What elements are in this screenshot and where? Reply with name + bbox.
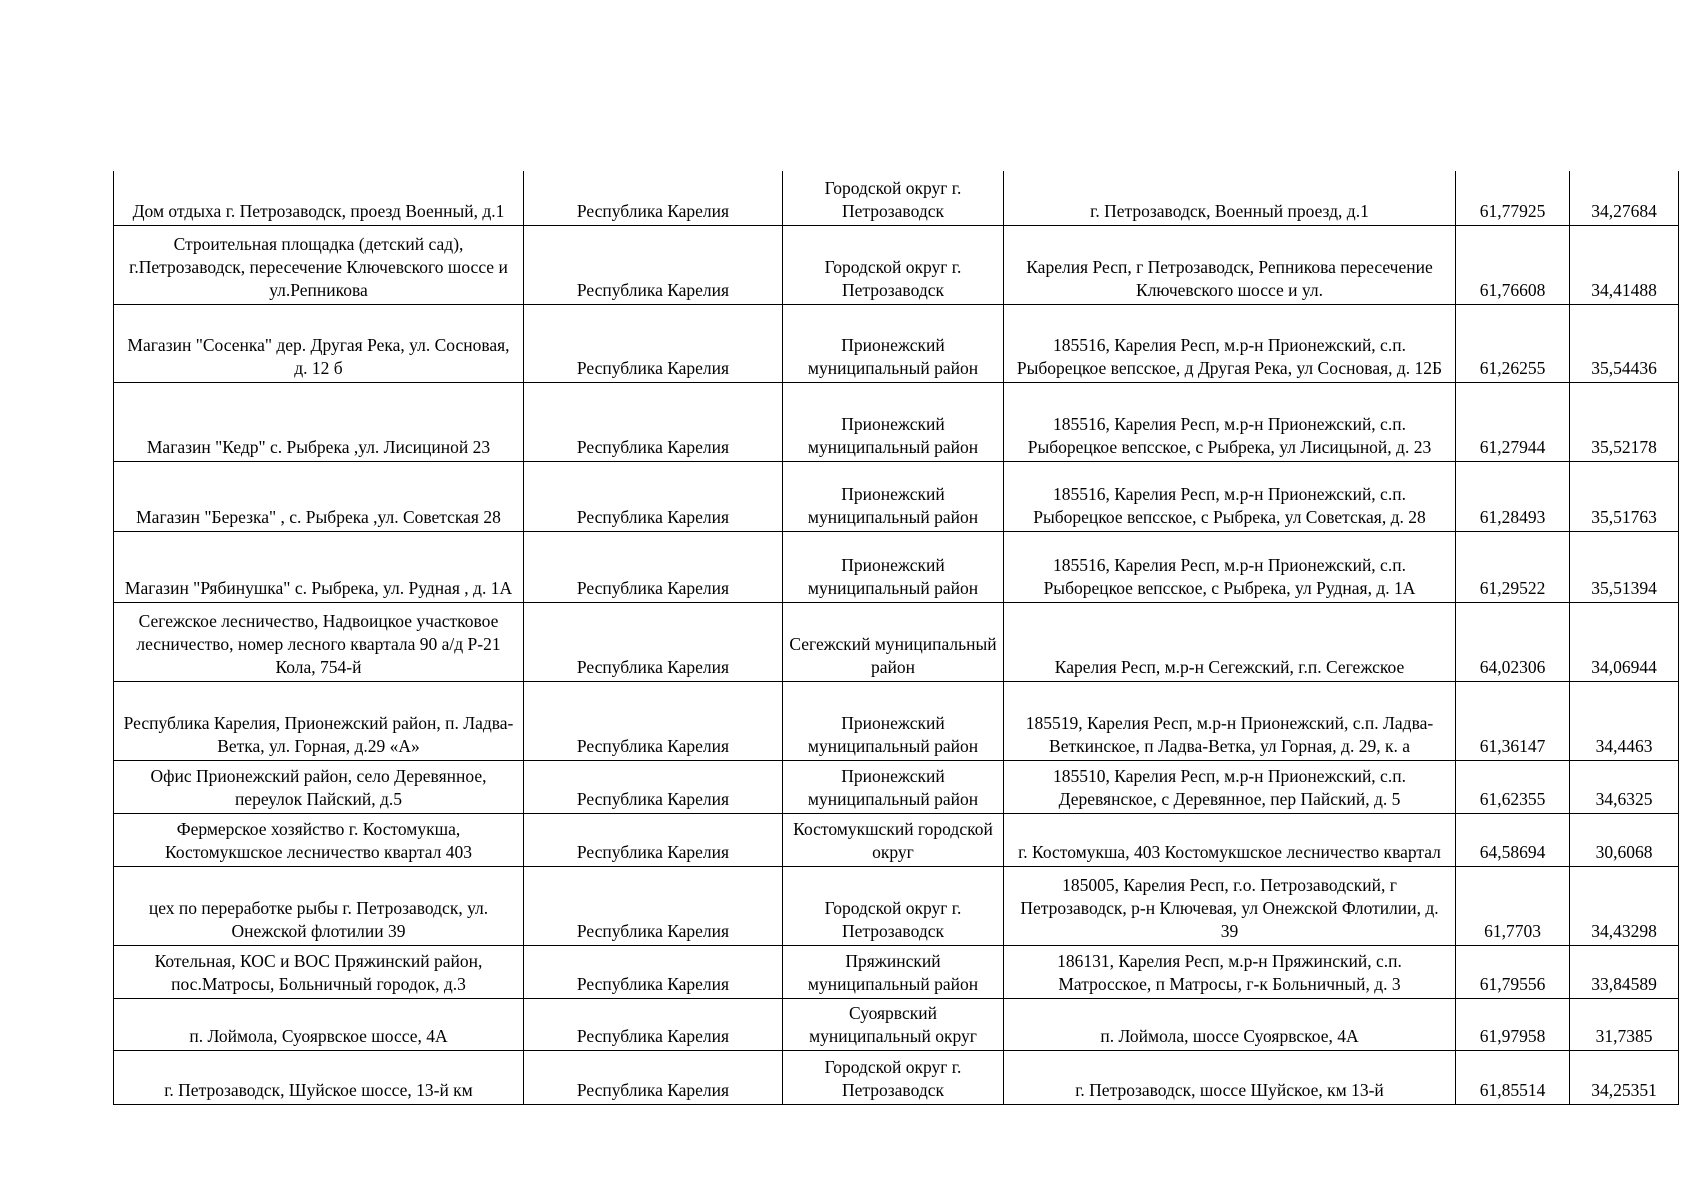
object-name-cell: Сегежское лесничество, Надвоицкое участковое лесничество, номер лесного квартала 90 а/д Р-21 Кола, 754-й — [114, 602, 524, 681]
latitude-cell: 61,26255 — [1456, 304, 1570, 382]
municipality-cell: Пряжинский муниципальный район — [783, 945, 1004, 998]
object-name-cell: Фермерское хозяйство г. Костомукша, Костомукшское лесничество квартал 403 — [114, 813, 524, 866]
region-cell: Республика Карелия — [524, 866, 783, 945]
address-cell: п. Лоймола, шоссе Суоярвское, 4А — [1004, 998, 1456, 1050]
region-cell: Республика Карелия — [524, 171, 783, 225]
municipality-cell: Городской округ г. Петрозаводск — [783, 171, 1004, 225]
latitude-cell: 61,79556 — [1456, 945, 1570, 998]
longitude-cell: 34,6325 — [1570, 760, 1679, 813]
region-cell: Республика Карелия — [524, 998, 783, 1050]
longitude-cell: 30,6068 — [1570, 813, 1679, 866]
latitude-cell: 61,27944 — [1456, 382, 1570, 461]
region-cell: Республика Карелия — [524, 813, 783, 866]
table-row — [114, 461, 1679, 531]
address-cell: 185510, Карелия Респ, м.р-н Прионежский, с.п. Деревянское, с Деревянное, пер Пайский, д. 5 — [1004, 760, 1456, 813]
municipality-cell: Городской округ г. Петрозаводск — [783, 866, 1004, 945]
longitude-cell: 34,27684 — [1570, 171, 1679, 225]
object-name-cell: п. Лоймола, Суоярвское шоссе, 4А — [114, 998, 524, 1050]
longitude-cell: 34,41488 — [1570, 225, 1679, 304]
municipality-cell: Прионежский муниципальный район — [783, 760, 1004, 813]
latitude-cell: 61,76608 — [1456, 225, 1570, 304]
longitude-cell: 35,54436 — [1570, 304, 1679, 382]
table-row — [114, 531, 1679, 602]
longitude-cell: 35,52178 — [1570, 382, 1679, 461]
latitude-cell: 64,58694 — [1456, 813, 1570, 866]
address-cell: 185516, Карелия Респ, м.р-н Прионежский, с.п. Рыборецкое вепсское, с Рыбрека, ул Рудная, д. 1А — [1004, 531, 1456, 602]
longitude-cell: 35,51763 — [1570, 461, 1679, 531]
municipality-cell: Прионежский муниципальный район — [783, 304, 1004, 382]
municipality-cell: Прионежский муниципальный район — [783, 681, 1004, 760]
longitude-cell: 34,4463 — [1570, 681, 1679, 760]
region-cell: Республика Карелия — [524, 602, 783, 681]
municipality-cell: Суоярвский муниципальный округ — [783, 998, 1004, 1050]
longitude-cell: 34,25351 — [1570, 1050, 1679, 1104]
latitude-cell: 61,28493 — [1456, 461, 1570, 531]
object-name-cell: Магазин "Кедр" с. Рыбрека ,ул. Лисициной 23 — [114, 382, 524, 461]
table-row — [114, 866, 1679, 945]
longitude-cell: 34,06944 — [1570, 602, 1679, 681]
address-cell: 185516, Карелия Респ, м.р-н Прионежский, с.п. Рыборецкое вепсское, с Рыбрека, ул Лисицыной, д. 23 — [1004, 382, 1456, 461]
object-name-cell: Котельная, КОС и ВОС Пряжинский район, пос.Матросы, Больничный городок, д.3 — [114, 945, 524, 998]
region-cell: Республика Карелия — [524, 382, 783, 461]
address-cell: 185516, Карелия Респ, м.р-н Прионежский, с.п. Рыборецкое вепсское, д Другая Река, ул Сосновая, д. 12Б — [1004, 304, 1456, 382]
municipality-cell: Городской округ г. Петрозаводск — [783, 225, 1004, 304]
region-cell: Республика Карелия — [524, 531, 783, 602]
region-cell: Республика Карелия — [524, 304, 783, 382]
municipality-cell: Прионежский муниципальный район — [783, 382, 1004, 461]
object-name-cell: Магазин "Сосенка" дер. Другая Река, ул. Сосновая, д. 12 б — [114, 304, 524, 382]
region-cell: Республика Карелия — [524, 461, 783, 531]
table-row — [114, 1050, 1679, 1104]
address-cell: 185005, Карелия Респ, г.о. Петрозаводский, г Петрозаводск, р-н Ключевая, ул Онежской Флотилии, д. 39 — [1004, 866, 1456, 945]
region-cell: Республика Карелия — [524, 225, 783, 304]
object-name-cell: цех по переработке рыбы г. Петрозаводск, ул. Онежской флотилии 39 — [114, 866, 524, 945]
object-name-cell: Строительная площадка (детский сад), г.Петрозаводск, пересечение Ключевского шоссе и ул.Репникова — [114, 225, 524, 304]
table-row — [114, 382, 1679, 461]
table-row — [114, 945, 1679, 998]
latitude-cell: 61,97958 — [1456, 998, 1570, 1050]
municipality-cell: Городской округ г. Петрозаводск — [783, 1050, 1004, 1104]
latitude-cell: 61,62355 — [1456, 760, 1570, 813]
object-name-cell: Магазин "Березка" , с. Рыбрека ,ул. Советская 28 — [114, 461, 524, 531]
table-row — [114, 304, 1679, 382]
region-cell: Республика Карелия — [524, 945, 783, 998]
latitude-cell: 61,77925 — [1456, 171, 1570, 225]
object-name-cell: Магазин "Рябинушка" с. Рыбрека, ул. Рудная , д. 1А — [114, 531, 524, 602]
latitude-cell: 64,02306 — [1456, 602, 1570, 681]
object-name-cell: г. Петрозаводск, Шуйское шоссе, 13-й км — [114, 1050, 524, 1104]
latitude-cell: 61,85514 — [1456, 1050, 1570, 1104]
address-cell: г. Петрозаводск, шоссе Шуйское, км 13-й — [1004, 1050, 1456, 1104]
longitude-cell: 33,84589 — [1570, 945, 1679, 998]
region-cell: Республика Карелия — [524, 1050, 783, 1104]
object-name-cell: Дом отдыха г. Петрозаводск, проезд Военный, д.1 — [114, 171, 524, 225]
address-cell: Карелия Респ, м.р-н Сегежский, г.п. Сегежское — [1004, 602, 1456, 681]
latitude-cell: 61,7703 — [1456, 866, 1570, 945]
address-cell: Карелия Респ, г Петрозаводск, Репникова пересечение Ключевского шоссе и ул. — [1004, 225, 1456, 304]
table-row — [114, 813, 1679, 866]
address-cell: 186131, Карелия Респ, м.р-н Пряжинский, с.п. Матросское, п Матросы, г-к Больничный, д. 3 — [1004, 945, 1456, 998]
latitude-cell: 61,36147 — [1456, 681, 1570, 760]
table-row — [114, 171, 1679, 225]
table-row — [114, 225, 1679, 304]
longitude-cell: 34,43298 — [1570, 866, 1679, 945]
table-row — [114, 760, 1679, 813]
address-cell: 185519, Карелия Респ, м.р-н Прионежский, с.п. Ладва-Веткинское, п Ладва-Ветка, ул Горная, д. 29, к. а — [1004, 681, 1456, 760]
table-row — [114, 681, 1679, 760]
municipality-cell: Прионежский муниципальный район — [783, 461, 1004, 531]
longitude-cell: 35,51394 — [1570, 531, 1679, 602]
region-cell: Республика Карелия — [524, 681, 783, 760]
municipality-cell: Прионежский муниципальный район — [783, 531, 1004, 602]
municipality-cell: Костомукшский городской округ — [783, 813, 1004, 866]
address-cell: г. Костомукша, 403 Костомукшское лесничество квартал — [1004, 813, 1456, 866]
region-cell: Республика Карелия — [524, 760, 783, 813]
object-name-cell: Республика Карелия, Прионежский район, п. Ладва-Ветка, ул. Горная, д.29 «А» — [114, 681, 524, 760]
table-row — [114, 998, 1679, 1050]
address-cell: г. Петрозаводск, Военный проезд, д.1 — [1004, 171, 1456, 225]
locations-table — [113, 171, 1679, 1105]
longitude-cell: 31,7385 — [1570, 998, 1679, 1050]
object-name-cell: Офис Прионежский район, село Деревянное, переулок Пайский, д.5 — [114, 760, 524, 813]
latitude-cell: 61,29522 — [1456, 531, 1570, 602]
table-row — [114, 602, 1679, 681]
municipality-cell: Сегежский муниципальный район — [783, 602, 1004, 681]
address-cell: 185516, Карелия Респ, м.р-н Прионежский, с.п. Рыборецкое вепсское, с Рыбрека, ул Советская, д. 28 — [1004, 461, 1456, 531]
